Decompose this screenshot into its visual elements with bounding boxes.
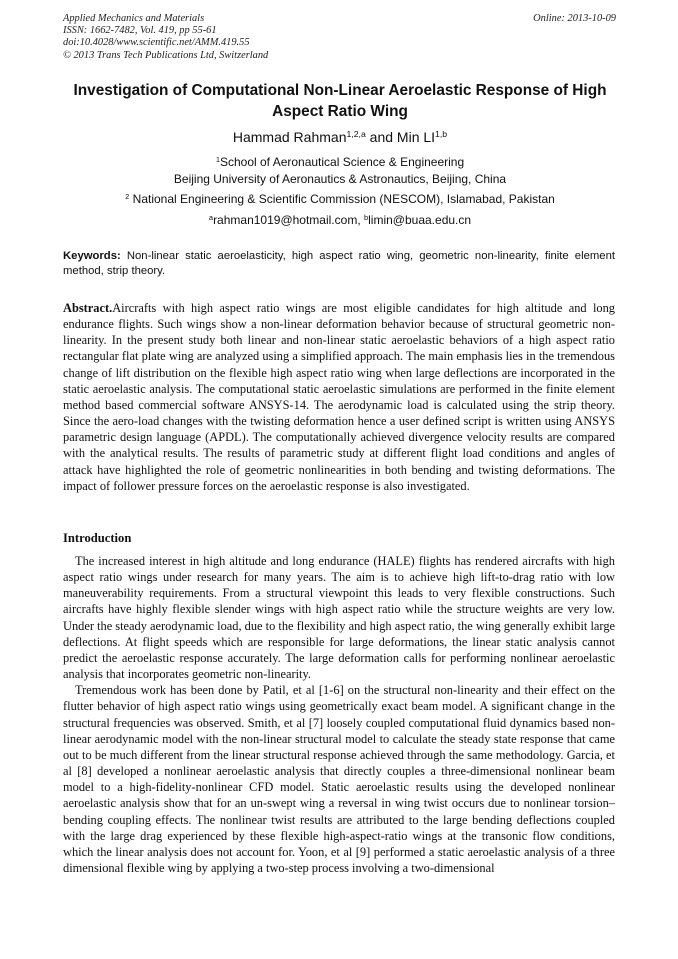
journal-name: Applied Mechanics and Materials [63,13,205,24]
affiliation-1-institution: Beijing University of Aeronautics & Astronautics, Beijing, China [173,172,507,186]
email-list [60,213,620,228]
affiliation-line: National Engineering & Scientific Commission (NESCOM), Islamabad, Pakistan [132,192,555,206]
email-marker: a [208,212,214,222]
doi-line: doi:10.4028/www.scientific.net/AMM.419.55 [63,37,250,49]
email-address[interactable]: rahman1019@hotmail.com [213,213,358,227]
author-name: Min LI [396,129,436,145]
author-affiliation-marker: 1,b [435,129,448,140]
author-list [60,128,620,146]
affiliation-marker: 2 [125,191,130,201]
abstract [63,300,615,494]
keywords [63,249,615,279]
section-heading-introduction: Introduction [63,531,132,545]
online-date: Online: 2013-10-09 [533,13,616,24]
copyright-line: © 2013 Trans Tech Publications Ltd, Switzerland [63,49,269,61]
author-joiner: and [365,129,397,145]
affiliation-2 [60,192,620,207]
paper-title [60,80,620,122]
email-joiner: , [357,213,364,227]
issn-line: ISSN: 1662-7482, Vol. 419, pp 55-61 [63,25,217,37]
author-name: Hammad Rahman [232,129,347,145]
introduction-body [63,553,615,876]
keywords-text: Non-linear static aeroelasticity, high aspect ratio wing, geometric non-linearity, finite element method, strip theory. [63,250,615,277]
title-line-1: Investigation of Computational Non-Linear Aeroelastic Response of High [73,82,607,99]
abstract-label: Abstract. [63,301,113,315]
paragraph: The increased interest in high altitude and long endurance (HALE) flights has rendered aircrafts with high aspect ratio wings under research for many years. The aim is to achieve high lift-to-drag ratio with low maneuverability requirements. From a structural viewpoint this leads to very flexible constructions. Such aircrafts have highly flexible slender wings with high aspect ratio while the structure weights are very low. Under the steady aerodynamic load, due to the flexibility and high aspect ratio, the wing generally exhibit large deflections. At flight speeds which are responsible for large deformations, the linear static analysis cannot predict the aeroelastic response accurately. The large deformation calls for performing nonlinear aeroelastic analysis that incorporates geometric non-linearity. [63,554,616,682]
email-marker: b [364,212,369,222]
email-address[interactable]: limin@buaa.edu.cn [368,213,472,227]
journal-header [63,13,268,62]
paragraph: Tremendous work has been done by Patil, et al [1-6] on the structural non-linearity and their effect on the flutter behavior of high aspect ratio wings using geometrically exact beam model. A significant change in the structural frequencies was observed. Smith, et al [7] loosely coupled computational fluid dynamics based non-linear aerodynamic model with the non-linear structural model to calculate the steady state response that came out to be much different from the linear structural response achieved through the same methodology. Garcia, et al [8] developed a nonlinear aeroelastic analysis that directly couples a three-dimensional nonlinear beam model to a high-fidelity-nonlinear CFD model. Static aeroelastic results using the developed nonlinear aeroelastic analysis show that for an un-swept wing a reversal in wing twist occurs due to nonlinear torsion–bending coupling effects. The nonlinear twist results are attributed to the large bending deflections coupled with the large drag experienced by these flexible high-aspect-ratio wings at the transonic flow conditions, which the linear analysis does not account for. Yoon, et al [9] performed a static aeroelastic analysis of a three dimensional flexible wing by applying a two-step process involving a two-dimensional [63,683,615,875]
author-affiliation-marker: 1,2,a [346,129,366,140]
title-line-2: Aspect Ratio Wing [272,103,408,120]
keywords-label: Keywords: [63,250,121,262]
affiliation-1 [60,155,620,170]
affiliation-line: School of Aeronautical Science & Engineering [219,155,465,169]
affiliation-marker: 1 [215,154,220,164]
abstract-text: Aircrafts with high aspect ratio wings are most eligible candidates for high altitude and long endurance flights. Such wings show a non-linear deformation behavior because of structural geometric non-linearity. In the present study both linear and non-linear static aeroelastic behaviors of a high aspect ratio rectangular flat plate wing are analyzed using a simplified approach. The main emphasis lies in the tremendous change of lift distribution on the flexible high aspect ratio wing when large deflections are incorporated in the static aeroelastic analysis. The computational static aeroelastic simulations are performed in the finite element method based commercial software ANSYS-14. The aerodynamic load is calculated using the strip theory. Since the aero-load changes with the twisting deformation hence a user defined script is written using ANSYS parametric design language (APDL). The computationally achieved divergence velocity results are compared with the analytical results. The results of parametric study at different flight load conditions and angles of attack have highlighted the role of geometric nonlinearities in both bending and twisting deformations. The impact of follower pressure forces on the aeroelastic response is also investigated. [63,301,615,493]
